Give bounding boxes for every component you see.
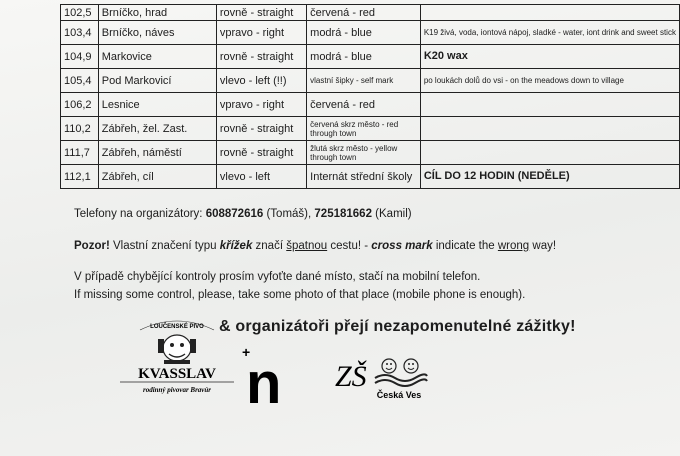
note-cell: K19 živá, voda, iontová nápoj, sladké - water, iont drink and sweet stick <box>420 21 679 45</box>
kvasslav-subtitle: rodinný pivovar Bravúr <box>142 386 212 394</box>
route-table <box>60 4 680 189</box>
direction-cell: rovně - straight <box>216 45 306 69</box>
missing-control-en: If missing some control, please, take some photo of that place (mobile phone is enough). <box>74 289 526 301</box>
table-row <box>61 141 680 165</box>
svg-text:+: + <box>242 345 251 360</box>
warning-line <box>74 240 556 252</box>
n-logo <box>238 345 302 407</box>
ceska-ves-mark: ZŠ <box>335 360 367 393</box>
direction-cell: vpravo - right <box>216 21 306 45</box>
place-cell: Zábřeh, cíl <box>98 165 216 189</box>
color-cell: modrá - blue <box>307 45 421 69</box>
warning-text-4: indicate the <box>432 240 498 252</box>
km-cell: 111,7 <box>61 141 99 165</box>
table-row <box>61 45 680 69</box>
place-cell: Brníčko, náves <box>98 21 216 45</box>
direction-cell: rovně - straight <box>216 141 306 165</box>
warning-pozor: Pozor! <box>74 240 110 252</box>
table-row <box>61 117 680 141</box>
table-row <box>61 21 680 45</box>
table-row <box>61 165 680 189</box>
km-cell: 104,9 <box>61 45 99 69</box>
warning-krizek: křížek <box>219 240 253 252</box>
place-cell: Zábřeh, žel. Zast. <box>98 117 216 141</box>
note-cell: po loukách dolů do vsi - on the meadows down to village <box>420 69 679 93</box>
phone-number-kamil: 725181662 <box>314 208 372 220</box>
km-cell: 110,2 <box>61 117 99 141</box>
place-cell: Brníčko, hrad <box>98 5 216 21</box>
table-row <box>61 69 680 93</box>
note-cell <box>420 93 679 117</box>
kvasslav-top-text: LOUČENSKÉ PIVO <box>150 324 204 330</box>
color-cell: červená skrz město - red through town <box>307 117 421 141</box>
warning-text-5: way! <box>529 240 557 252</box>
table-row <box>61 93 680 117</box>
kvasslav-name: KVASSLAV <box>138 366 216 382</box>
note-cell <box>420 5 679 21</box>
ceska-ves-name: Česká Ves <box>376 390 422 400</box>
phone-number-tomas: 608872616 <box>205 208 264 220</box>
km-cell: 112,1 <box>61 165 99 189</box>
km-cell: 102,5 <box>61 5 99 21</box>
note-cell <box>420 117 679 141</box>
color-cell: červená - red <box>307 93 421 117</box>
warning-wrong: wrong <box>497 240 530 252</box>
missing-control-cz: V případě chybějící kontroly prosím vyfoťte dané místo, stačí na mobilní telefon. <box>74 271 481 283</box>
direction-cell: rovně - straight <box>216 117 306 141</box>
color-cell: vlastní šipky - self mark <box>307 69 421 93</box>
warning-text-3: cestu! - <box>327 240 372 252</box>
table-row <box>61 5 680 21</box>
place-cell: Pod Markovicí <box>98 69 216 93</box>
note-cell <box>420 141 679 165</box>
phone-name-kamil: (Kamil) <box>375 208 412 220</box>
place-cell: Lesnice <box>98 93 216 117</box>
color-cell: modrá - blue <box>307 21 421 45</box>
ceska-ves-logo <box>333 346 429 406</box>
color-cell: žlutá skrz město - yellow through town <box>307 141 421 165</box>
direction-cell: vpravo - right <box>216 93 306 117</box>
direction-cell: vlevo - left <box>216 165 306 189</box>
direction-cell: vlevo - left (!!) <box>216 69 306 93</box>
place-cell: Markovice <box>98 45 216 69</box>
km-cell: 106,2 <box>61 93 99 117</box>
direction-cell: rovně - straight <box>216 5 306 21</box>
phones-label: Telefony na organizátory: <box>74 208 203 220</box>
phones-line <box>74 208 412 220</box>
warning-spatnou: špatnou <box>286 240 328 252</box>
color-cell: Internát střední školy <box>307 165 421 189</box>
n-logo-letter: n <box>246 351 282 407</box>
kvasslav-logo <box>118 316 236 404</box>
warning-text-2: značí <box>252 240 287 252</box>
km-cell: 103,4 <box>61 21 99 45</box>
place-cell: Zábřeh, náměstí <box>98 141 216 165</box>
slogan: & organizátoři přejí nezapomenutelné zážitky! <box>219 318 576 335</box>
color-cell: červená - red <box>307 5 421 21</box>
note-cell: CÍL DO 12 HODIN (NEDĚLE) <box>420 165 679 189</box>
phone-name-tomas: (Tomáš), <box>266 208 312 220</box>
note-cell: K20 wax <box>420 45 679 69</box>
km-cell: 105,4 <box>61 69 99 93</box>
warning-text-1: Vlastní značení typu <box>109 240 220 252</box>
warning-cross-mark: cross mark <box>371 240 433 252</box>
